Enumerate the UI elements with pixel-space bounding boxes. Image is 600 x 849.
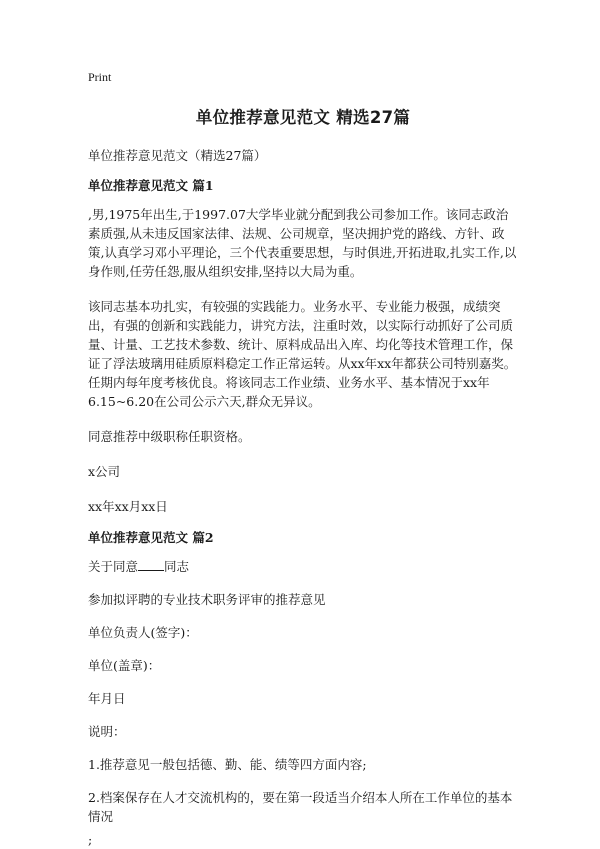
section-1-paragraph-1: ,男,1975年出生,于1997.07大学毕业就分配到我公司参加工作。该同志政治素质强,从未违反国家法律、法规、公司规章，坚决拥护党的路线、方针、政策,认真学习邓小平理论，三个代表重要思想，与时俱进,开拓进取,扎实工作,以身作则,任劳任怨,服从组织安排,坚持以大局为重。 [88, 207, 517, 279]
section-1-paragraph-2: 该同志基本功扎实，有较强的实践能力。业务水平、专业能力极强，成绩突出，有强的创新和实践能力，讲究方法，注重时效，以实际行动抓好了公司质量、计量、工艺技术参数、统计、原料成品出入库、均化等技术管理工作，保证了浮法玻璃用硅质原料稳定工作正常运转。从xx年xx年都获公司特别嘉奖。任期内每年度考核优良。将该同志工作业绩、业务水平、基本情况于xx年6.15~6.20在公司公示六天,群众无异议。 [88, 299, 517, 409]
document-title: 单位推荐意见范文 精选27篇 [195, 108, 411, 127]
section-1-paragraph-3: 同意推荐中级职称任职资格。 [88, 429, 251, 444]
note-1: 1.推荐意见一般包括德、勤、能、绩等四方面内容; [88, 757, 367, 772]
name-blank [138, 558, 164, 571]
section-1-heading: 单位推荐意见范文 篇1 [88, 178, 214, 193]
signature-date: xx年xx月xx日 [88, 499, 168, 514]
print-label: Print [88, 70, 112, 84]
agreement-line [88, 557, 518, 576]
agreement-suffix: 同志 [164, 559, 190, 574]
note-2: 2.档案保存在人才交流机构的，要在第一段适当介绍本人所在工作单位的基本情况 [88, 790, 513, 824]
date-line: 年月日 [88, 691, 126, 706]
review-line: 参加拟评聘的专业技术职务评审的推荐意见 [88, 592, 326, 607]
signer-line: 单位负责人(签字)： [88, 625, 198, 640]
section-2-heading: 单位推荐意见范文 篇2 [88, 530, 214, 545]
notes-label: 说明： [88, 724, 126, 739]
note-2-continued: ; [88, 832, 93, 847]
agreement-prefix: 关于同意 [88, 559, 139, 574]
seal-line: 单位(盖章)： [88, 658, 161, 673]
company-name: x公司 [88, 464, 121, 479]
document-subtitle: 单位推荐意见范文（精选27篇） [88, 148, 267, 163]
document-page [88, 70, 518, 849]
